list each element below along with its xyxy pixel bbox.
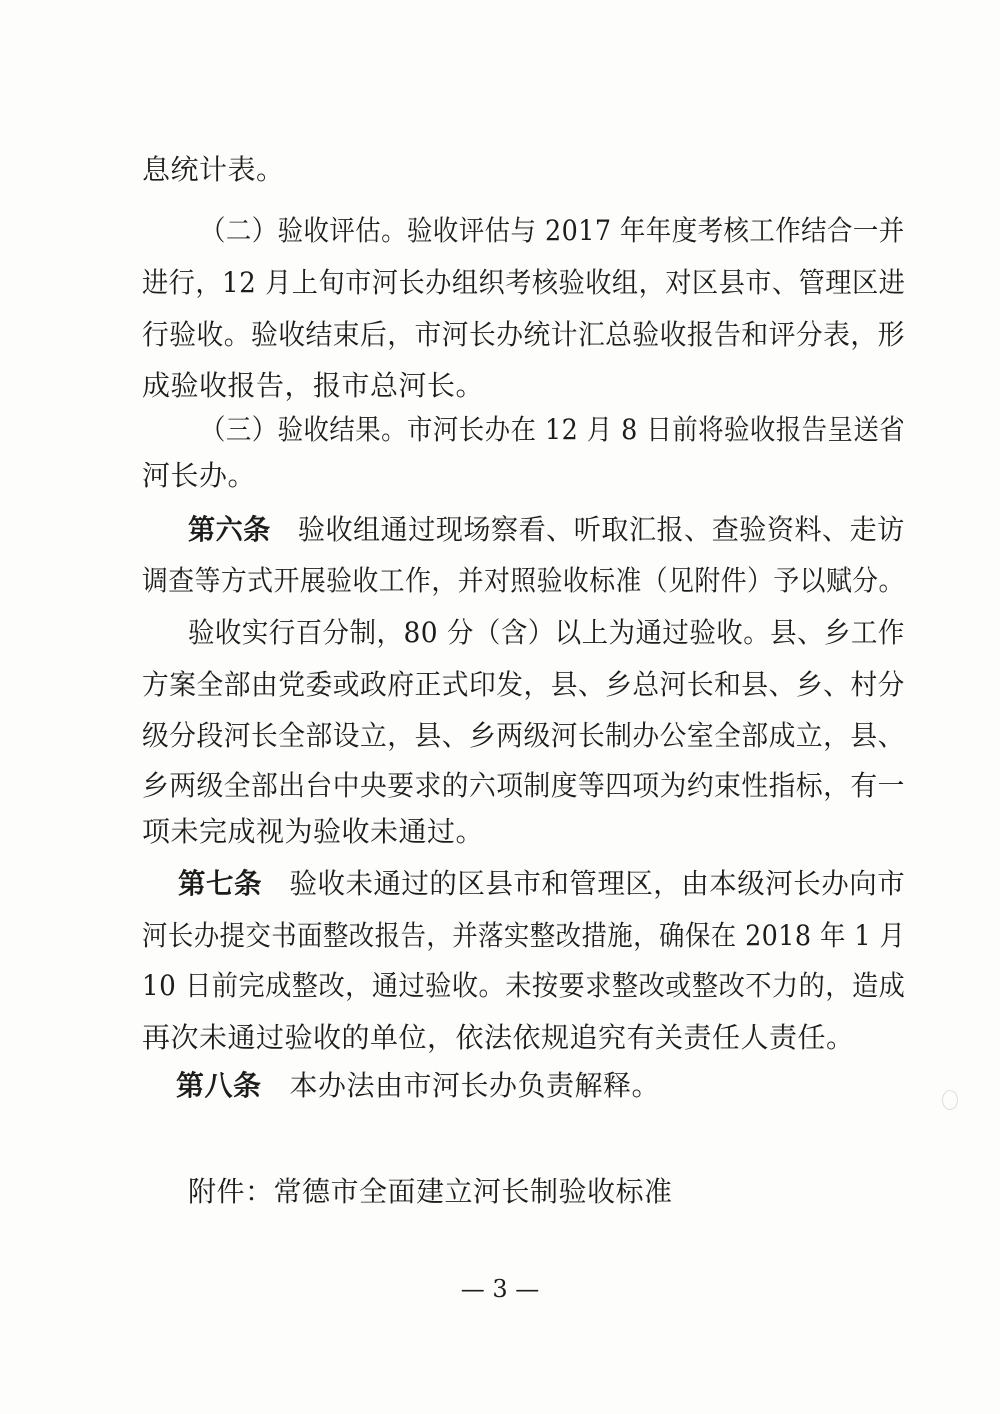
text-line: 验收未通过的区县市和管理区，由本级河长办向市 xyxy=(289,867,906,900)
text-line: 验收组通过现场察看、听取汇报、查验资料、走访 xyxy=(297,513,905,546)
scan-mark xyxy=(942,1090,958,1110)
article-7 xyxy=(178,864,905,904)
text-line: 河长办。 xyxy=(142,459,257,492)
text-line: 调查等方式开展验收工作，并对照验收标准（见附件）予以赋分。 xyxy=(142,564,905,597)
text-line: 息统计表。 xyxy=(142,153,285,186)
text-line: 再次未通过验收的单位，依法依规追究有关责任人责任。 xyxy=(142,1021,855,1054)
text-line: 方案全部由党委或政府正式印发，县、乡总河长和县、乡、村分 xyxy=(142,668,905,701)
text-line: 项未完成视为验收未通过。 xyxy=(142,815,485,848)
article-6 xyxy=(188,510,905,550)
text-line: （三）验收结果。市河长办在 12 月 8 日前将验收报告呈送省 xyxy=(200,413,906,446)
text-line: 成验收报告，报市总河长。 xyxy=(142,369,485,402)
text-line: 进行，12 月上旬市河长办组织考核验收组，对区县市、管理区进 xyxy=(142,266,906,299)
article-8 xyxy=(176,1066,660,1106)
text-line: 10 日前完成整改，通过验收。未按要求整改或整改不力的，造成 xyxy=(142,969,906,1002)
text-line: 级分段河长全部设立，县、乡两级河长制办公室全部成立，县、 xyxy=(142,719,905,752)
text-line: 乡两级全部出台中央要求的六项制度等四项为约束性指标，有一 xyxy=(142,769,905,802)
text-line: 验收实行百分制，80 分（含）以上为通过验收。县、乡工作 xyxy=(188,616,905,649)
attachment-note: 附件：常德市全面建立河长制验收标准 xyxy=(188,1175,673,1208)
text-line: 本办法由市河长办负责解释。 xyxy=(289,1069,661,1102)
page-number: — 3 — xyxy=(460,1275,540,1303)
text-line: 河长办提交书面整改报告，并落实整改措施，确保在 2018 年 1 月 xyxy=(142,919,906,952)
text-line: 行验收。验收结束后，市河长办统计汇总验收报告和评分表，形 xyxy=(142,318,905,351)
article-heading: 第七条 xyxy=(178,867,262,900)
article-heading: 第八条 xyxy=(176,1069,262,1102)
text-line: （二）验收评估。验收评估与 2017 年年度考核工作结合一并 xyxy=(200,214,905,247)
article-heading: 第六条 xyxy=(188,513,271,546)
